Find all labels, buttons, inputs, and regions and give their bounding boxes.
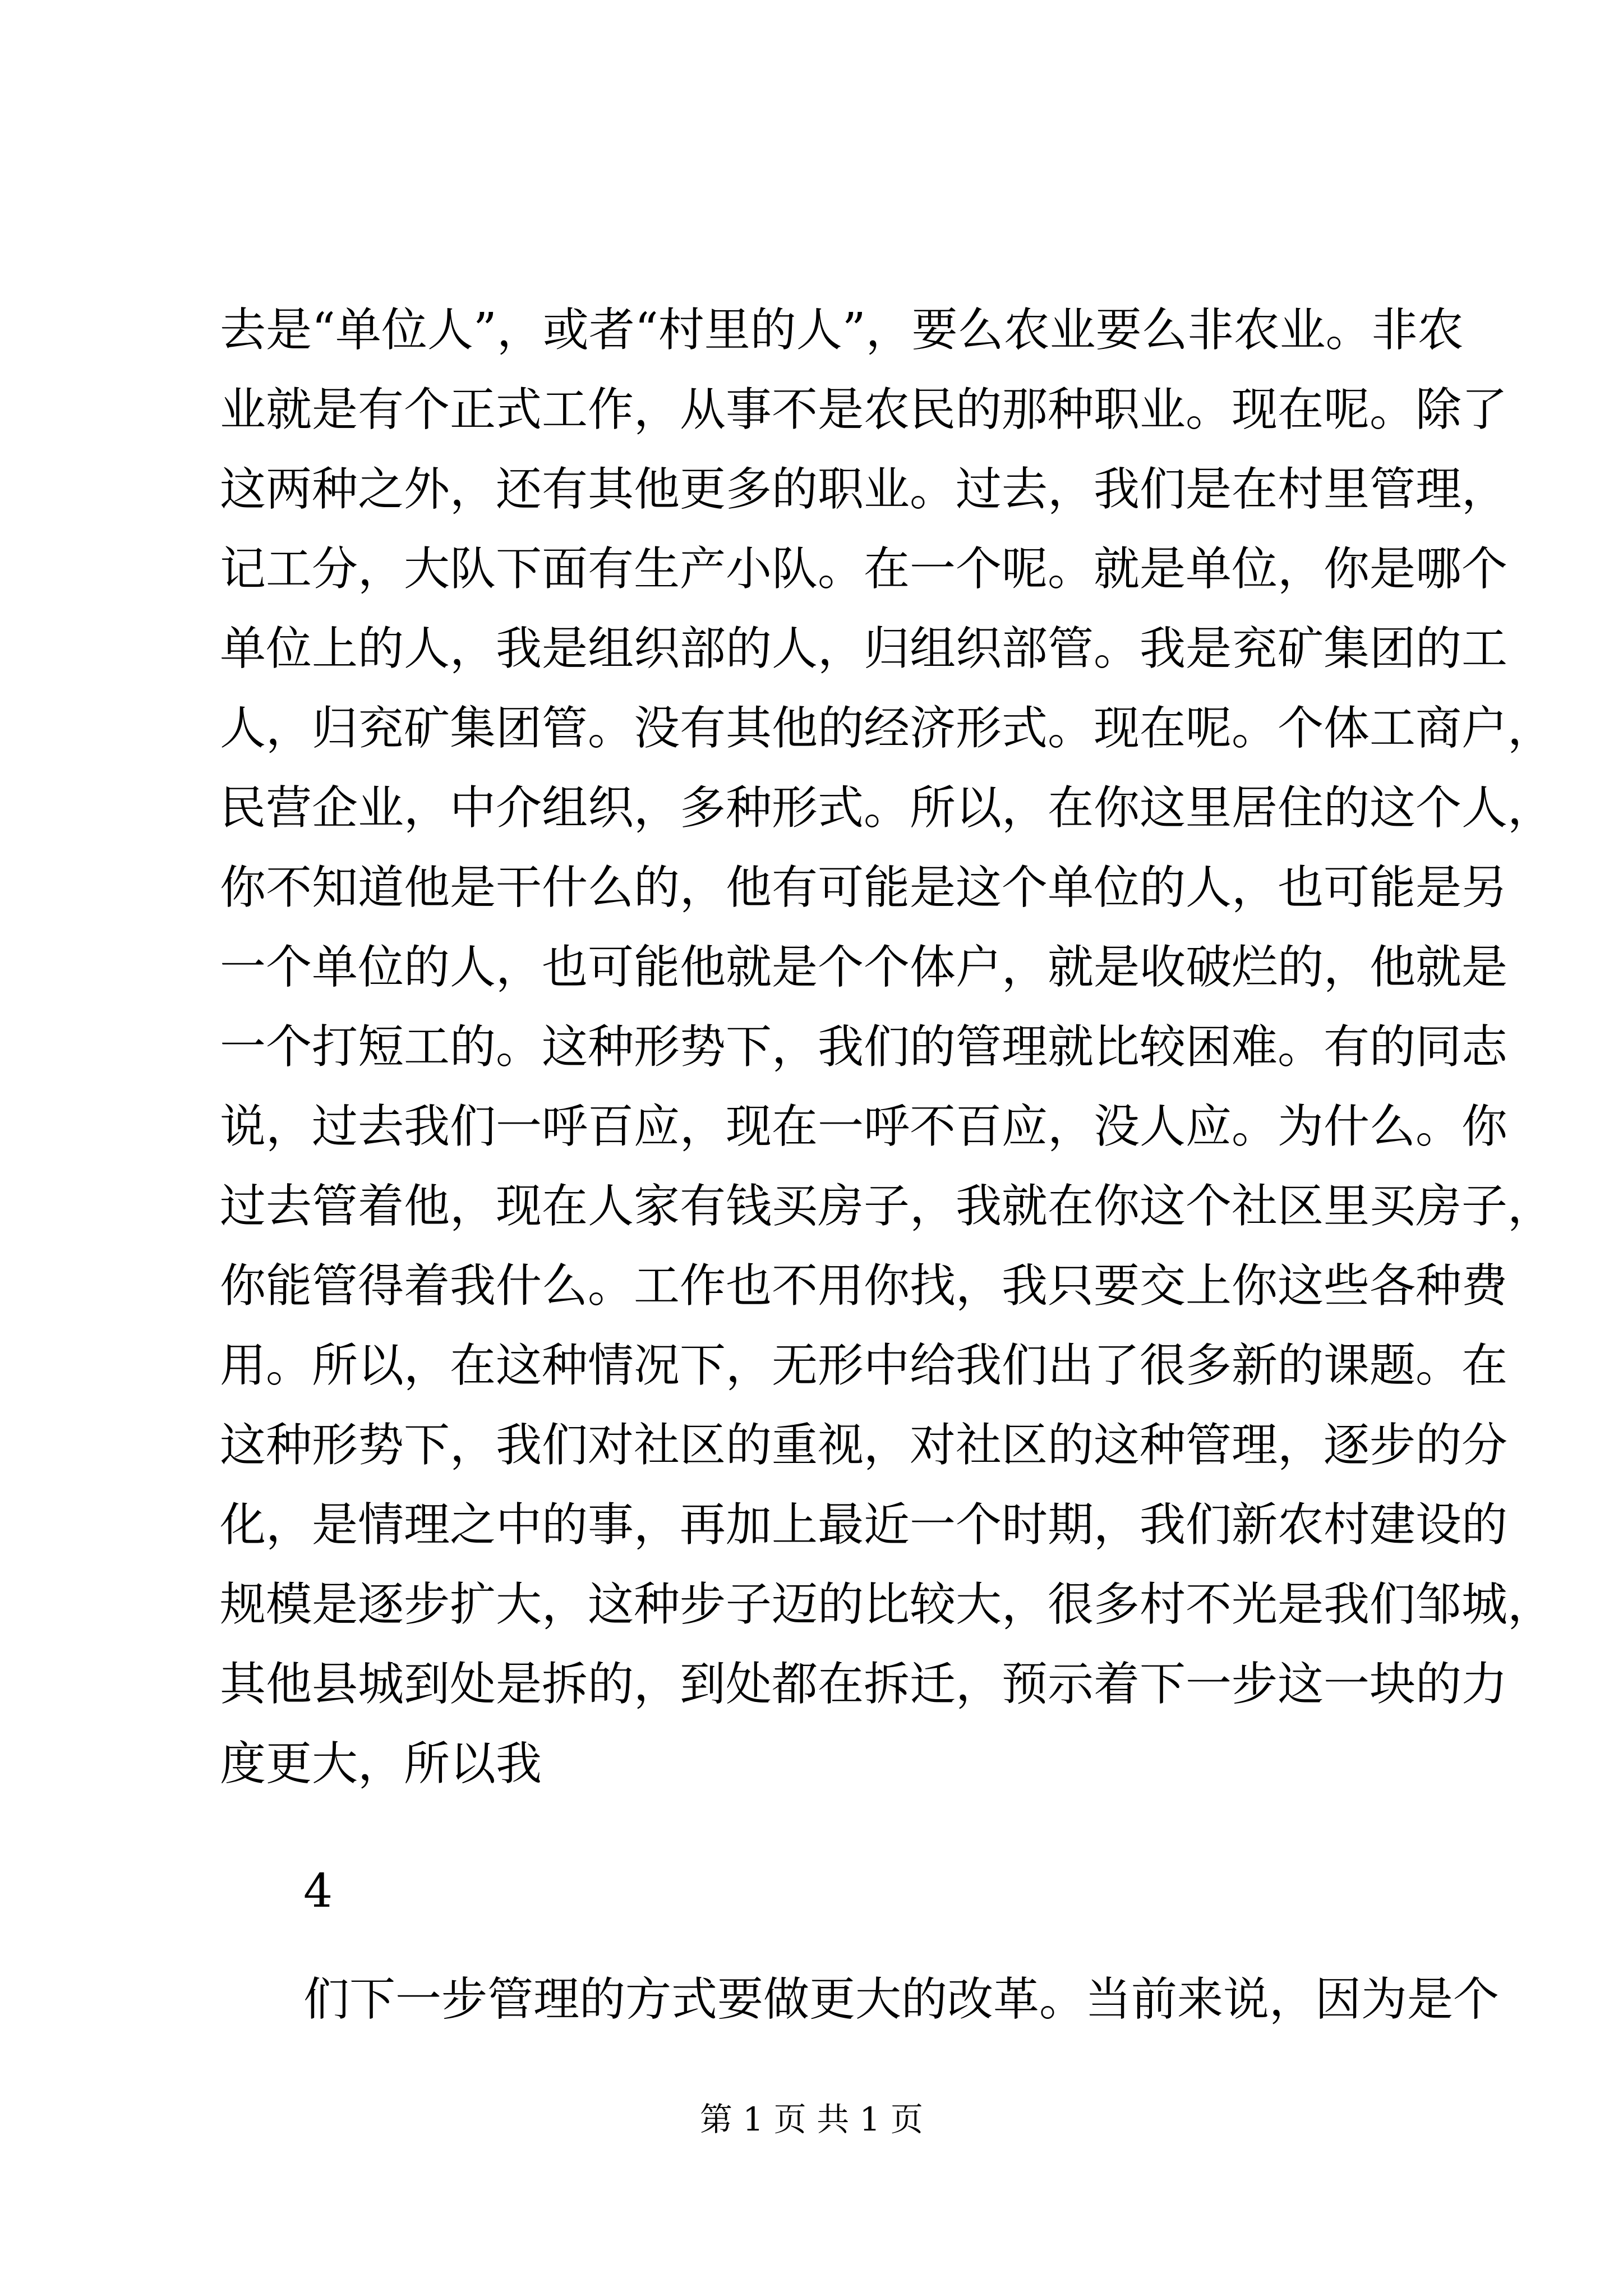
body-line-1: 去是“单位人”，或者“村里的人”，要么农业要么非农业。非农 bbox=[220, 303, 1464, 357]
body-line-17: 规模是逐步扩大，这种步子迈的比较大，很多村不光是我们邹城， bbox=[220, 1578, 1554, 1631]
continuation-line: 们下一步管理的方式要做更大的改革。当前来说，因为是个 bbox=[303, 1973, 1500, 2026]
body-line-13: 你能管得着我什么。工作也不用你找，我只要交上你这些各种费 bbox=[220, 1259, 1508, 1313]
body-line-4: 记工分，大队下面有生产小队。在一个呢。就是单位，你是哪个 bbox=[220, 542, 1508, 596]
inline-page-number: 4 bbox=[303, 1865, 333, 1918]
page-footer: 第 1 页 共 1 页 bbox=[700, 2100, 923, 2138]
body-line-19: 度更大，所以我 bbox=[220, 1737, 542, 1791]
body-line-15: 这种形势下，我们对社区的重视，对社区的这种管理，逐步的分 bbox=[220, 1419, 1508, 1472]
body-line-7: 民营企业，中介组织，多种形式。所以，在你这里居住的这个人， bbox=[220, 781, 1554, 835]
body-line-9: 一个单位的人，也可能他就是个个体户，就是收破烂的，他就是 bbox=[220, 941, 1508, 994]
body-line-5: 单位上的人，我是组织部的人，归组织部管。我是兖矿集团的工 bbox=[220, 622, 1508, 675]
body-line-6: 人，归兖矿集团管。没有其他的经济形式。现在呢。个体工商户， bbox=[220, 702, 1554, 755]
body-line-14: 用。所以，在这种情况下，无形中给我们出了很多新的课题。在 bbox=[220, 1339, 1508, 1392]
body-line-18: 其他县城到处是拆的，到处都在拆迁，预示着下一步这一块的力 bbox=[220, 1658, 1508, 1711]
body-line-10: 一个打短工的。这种形势下，我们的管理就比较困难。有的同志 bbox=[220, 1020, 1508, 1074]
body-line-16: 化，是情理之中的事，再加上最近一个时期，我们新农村建设的 bbox=[220, 1498, 1508, 1552]
body-line-2: 业就是有个正式工作，从事不是农民的那种职业。现在呢。除了 bbox=[220, 383, 1508, 436]
body-line-11: 说，过去我们一呼百应，现在一呼不百应，没人应。为什么。你 bbox=[220, 1100, 1508, 1153]
body-line-3: 这两种之外，还有其他更多的职业。过去，我们是在村里管理， bbox=[220, 463, 1508, 516]
body-line-8: 你不知道他是干什么的，他有可能是这个单位的人，也可能是另 bbox=[220, 861, 1508, 914]
body-line-12: 过去管着他，现在人家有钱买房子，我就在你这个社区里买房子， bbox=[220, 1180, 1554, 1233]
